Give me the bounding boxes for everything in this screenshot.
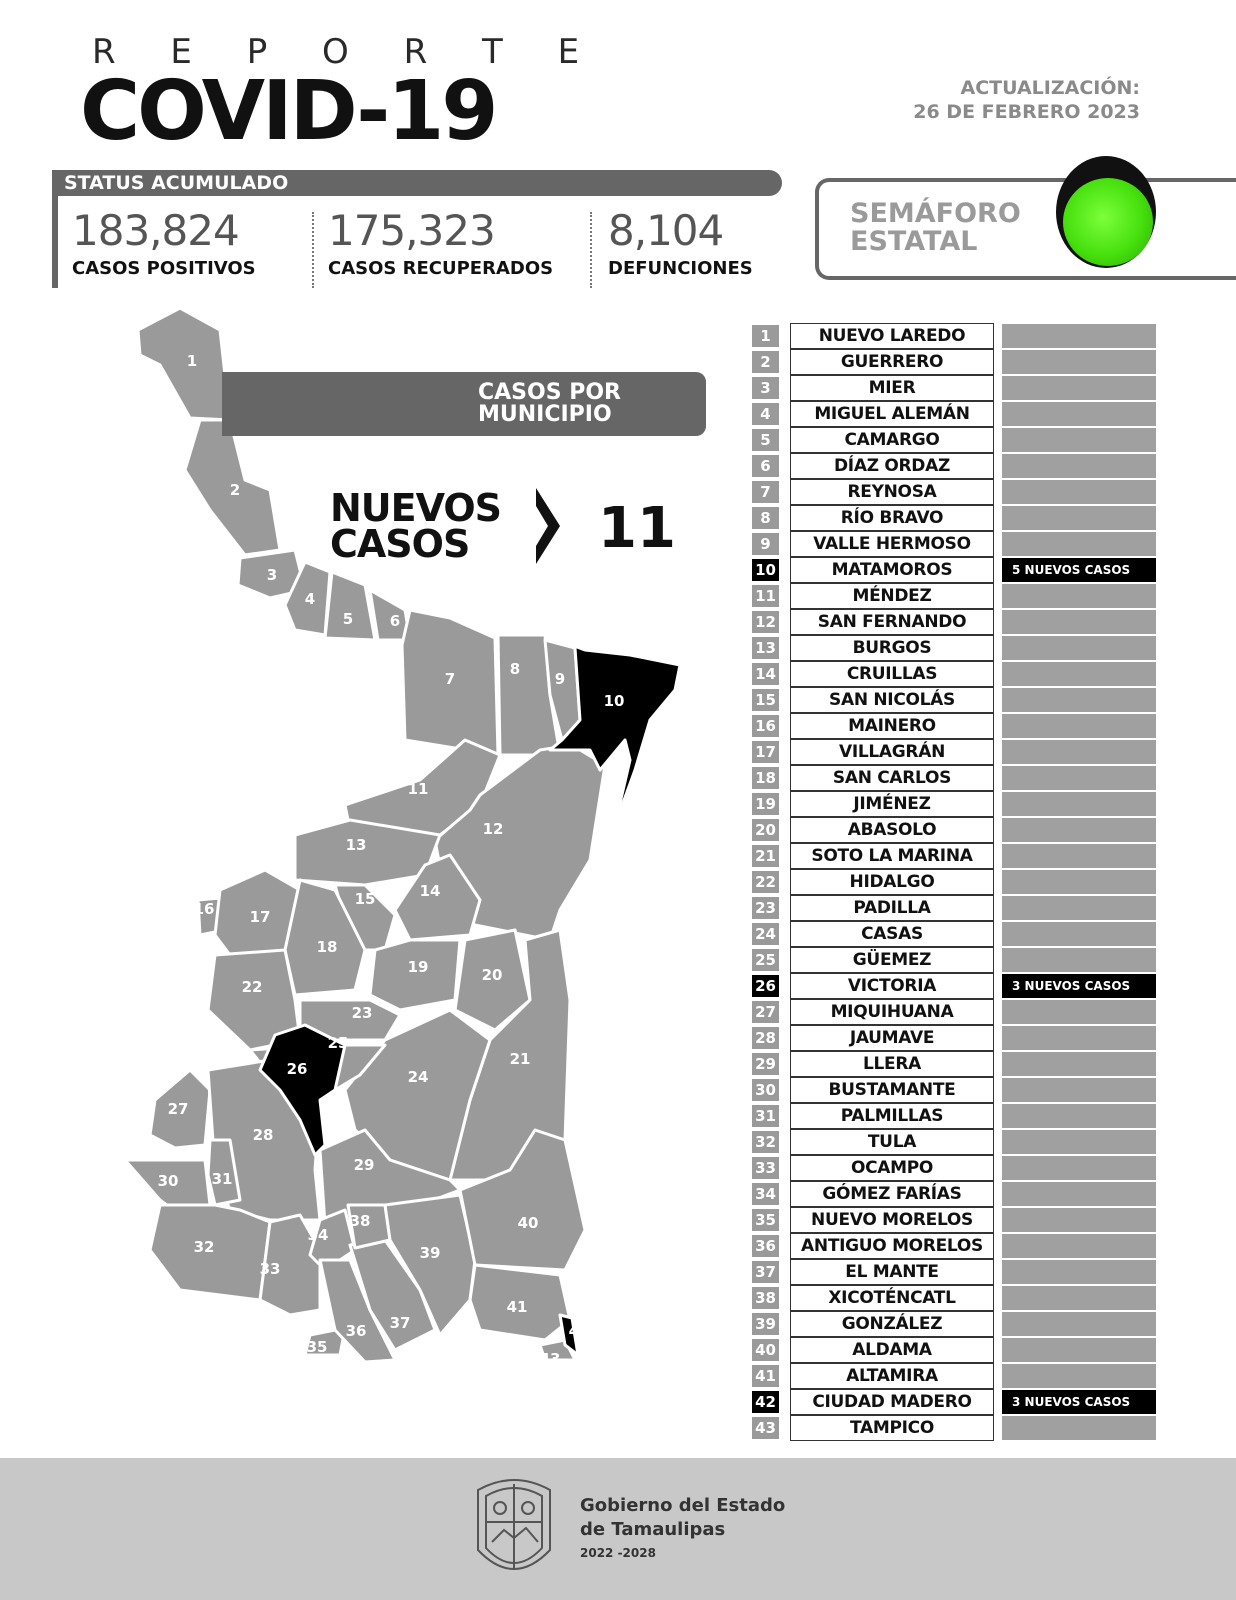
svg-text:11: 11 <box>407 780 429 798</box>
list-item <box>752 1103 1152 1129</box>
svg-text:21: 21 <box>509 1050 531 1068</box>
list-item <box>752 1155 1152 1181</box>
municipio-cases-bar <box>1002 896 1156 920</box>
municipio-cases-bar <box>1002 610 1156 634</box>
svg-text:32: 32 <box>193 1238 215 1256</box>
municipio-number: 20 <box>752 819 779 841</box>
municipio-number: 26 <box>752 975 779 997</box>
municipio-number: 42 <box>752 1391 779 1413</box>
municipio-cases-bar <box>1002 1130 1156 1154</box>
casos-por-municipio-label <box>478 382 621 426</box>
municipio-cases-bar <box>1002 1260 1156 1284</box>
municipio-name: BURGOS <box>790 635 994 661</box>
municipio-cases-bar <box>1002 350 1156 374</box>
municipio-number: 4 <box>752 403 779 425</box>
list-item <box>752 1207 1152 1233</box>
municipio-name: RÍO BRAVO <box>790 505 994 531</box>
report-subtitle: R E P O R T E <box>92 32 602 72</box>
list-item <box>752 1311 1152 1337</box>
svg-text:40: 40 <box>517 1214 539 1232</box>
list-item <box>752 1285 1152 1311</box>
municipio-cases-bar <box>1002 948 1156 972</box>
municipio-number: 21 <box>752 845 779 867</box>
update-info <box>913 76 1140 124</box>
svg-text:12: 12 <box>482 820 504 838</box>
municipio-name: REYNOSA <box>790 479 994 505</box>
municipio-cases-bar <box>1002 714 1156 738</box>
list-item <box>752 479 1152 505</box>
municipio-name: PADILLA <box>790 895 994 921</box>
list-item <box>752 921 1152 947</box>
stat-positive <box>72 208 256 279</box>
list-item <box>752 1415 1152 1441</box>
svg-text:34: 34 <box>307 1226 329 1244</box>
municipio-name: SAN NICOLÁS <box>790 687 994 713</box>
list-item <box>752 635 1152 661</box>
svg-text:1: 1 <box>186 352 198 370</box>
list-item <box>752 895 1152 921</box>
municipio-cases-bar: 3 NUEVOS CASOS <box>1002 1390 1156 1414</box>
municipio-name: SAN FERNANDO <box>790 609 994 635</box>
list-item <box>752 401 1152 427</box>
municipio-number: 3 <box>752 377 779 399</box>
list-item <box>752 1051 1152 1077</box>
semaforo-line1: SEMÁFORO <box>850 198 1021 229</box>
municipio-cases-bar <box>1002 532 1156 556</box>
municipio-name: HIDALGO <box>790 869 994 895</box>
municipio-cases-bar <box>1002 428 1156 452</box>
municipio-name: GÜEMEZ <box>790 947 994 973</box>
stat-recovered-label: CASOS RECUPERADOS <box>328 258 554 279</box>
svg-text:37: 37 <box>389 1314 411 1332</box>
nuevos-line2: CASOS <box>330 522 470 566</box>
municipio-number: 36 <box>752 1235 779 1257</box>
list-item <box>752 1233 1152 1259</box>
municipio-name: VICTORIA <box>790 973 994 999</box>
municipio-number: 17 <box>752 741 779 763</box>
stat-separator <box>590 212 592 288</box>
state-seal-icon <box>468 1470 560 1588</box>
municipio-cases-bar <box>1002 662 1156 686</box>
municipio-name: SAN CARLOS <box>790 765 994 791</box>
svg-text:27: 27 <box>167 1100 189 1118</box>
municipio-name: NUEVO MORELOS <box>790 1207 994 1233</box>
municipio-cases-bar <box>1002 1338 1156 1362</box>
municipio-name: LLERA <box>790 1051 994 1077</box>
municipio-cases-bar <box>1002 1286 1156 1310</box>
municipio-cases-bar <box>1002 402 1156 426</box>
municipio-number: 23 <box>752 897 779 919</box>
municipio-cases-bar <box>1002 1364 1156 1388</box>
municipio-number: 33 <box>752 1157 779 1179</box>
list-item <box>752 869 1152 895</box>
municipio-number: 32 <box>752 1131 779 1153</box>
list-item <box>752 453 1152 479</box>
municipio-cases-bar <box>1002 1052 1156 1076</box>
list-item <box>752 1025 1152 1051</box>
municipio-name: SOTO LA MARINA <box>790 843 994 869</box>
list-item <box>752 843 1152 869</box>
municipio-number: 8 <box>752 507 779 529</box>
list-item <box>752 1389 1152 1415</box>
municipio-name: ANTIGUO MORELOS <box>790 1233 994 1259</box>
municipio-name: CIUDAD MADERO <box>790 1389 994 1415</box>
svg-text:18: 18 <box>316 938 338 956</box>
municipio-name: JAUMAVE <box>790 1025 994 1051</box>
list-item <box>752 583 1152 609</box>
municipio-cases-bar <box>1002 792 1156 816</box>
svg-text:22: 22 <box>241 978 263 996</box>
municipio-number: 24 <box>752 923 779 945</box>
municipio-cases-bar <box>1002 1026 1156 1050</box>
update-label: ACTUALIZACIÓN: <box>960 77 1140 99</box>
municipio-cases-bar <box>1002 922 1156 946</box>
municipio-name: MAINERO <box>790 713 994 739</box>
municipio-number: 6 <box>752 455 779 477</box>
municipio-cases-bar <box>1002 766 1156 790</box>
svg-text:2: 2 <box>229 481 241 499</box>
list-item <box>752 557 1152 583</box>
municipio-name: VALLE HERMOSO <box>790 531 994 557</box>
svg-text:7: 7 <box>444 670 456 688</box>
svg-text:33: 33 <box>259 1260 281 1278</box>
municipio-number: 12 <box>752 611 779 633</box>
municipio-name: MIER <box>790 375 994 401</box>
municipio-number: 41 <box>752 1365 779 1387</box>
municipio-name: MIGUEL ALEMÁN <box>790 401 994 427</box>
stat-positive-label: CASOS POSITIVOS <box>72 258 256 279</box>
list-item <box>752 531 1152 557</box>
municipio-number: 28 <box>752 1027 779 1049</box>
svg-text:30: 30 <box>157 1172 179 1190</box>
svg-text:25: 25 <box>327 1034 349 1052</box>
list-item <box>752 609 1152 635</box>
svg-text:26: 26 <box>286 1060 308 1078</box>
municipio-cases-bar <box>1002 1208 1156 1232</box>
nuevos-line1: NUEVOS <box>330 486 502 530</box>
municipio-cases-bar <box>1002 1078 1156 1102</box>
gov-line1: Gobierno del Estado <box>580 1495 786 1516</box>
svg-text:8: 8 <box>509 660 521 678</box>
svg-text:14: 14 <box>419 882 441 900</box>
svg-text:17: 17 <box>249 908 271 926</box>
gov-period: 2022 -2028 <box>580 1546 656 1560</box>
municipio-number: 34 <box>752 1183 779 1205</box>
municipio-cases-bar <box>1002 1000 1156 1024</box>
municipio-cases-bar <box>1002 454 1156 478</box>
list-item <box>752 1363 1152 1389</box>
svg-text:4: 4 <box>304 590 316 608</box>
municipio-name: XICOTÉNCATL <box>790 1285 994 1311</box>
svg-text:39: 39 <box>419 1244 441 1262</box>
list-item <box>752 1181 1152 1207</box>
municipio-name: MATAMOROS <box>790 557 994 583</box>
svg-text:38: 38 <box>349 1212 371 1230</box>
municipio-cases-bar: 5 NUEVOS CASOS <box>1002 558 1156 582</box>
municipio-name: OCAMPO <box>790 1155 994 1181</box>
municipio-number: 14 <box>752 663 779 685</box>
list-item <box>752 323 1152 349</box>
municipio-number: 13 <box>752 637 779 659</box>
list-item <box>752 791 1152 817</box>
svg-text:43: 43 <box>539 1350 561 1368</box>
municipio-number: 22 <box>752 871 779 893</box>
list-item <box>752 375 1152 401</box>
municipio-name: CAMARGO <box>790 427 994 453</box>
svg-text:16: 16 <box>193 900 215 918</box>
gov-line2: de Tamaulipas <box>580 1519 726 1540</box>
list-item <box>752 427 1152 453</box>
svg-text:3: 3 <box>266 566 278 584</box>
municipio-number: 2 <box>752 351 779 373</box>
report-title: COVID-19 <box>80 64 496 159</box>
municipio-number: 37 <box>752 1261 779 1283</box>
municipio-name: DÍAZ ORDAZ <box>790 453 994 479</box>
svg-text:28: 28 <box>252 1126 274 1144</box>
casos-line1: CASOS POR <box>478 380 621 405</box>
municipio-cases-bar <box>1002 1234 1156 1258</box>
list-item <box>752 661 1152 687</box>
list-item <box>752 947 1152 973</box>
municipio-number: 25 <box>752 949 779 971</box>
stat-deaths <box>608 208 753 279</box>
municipio-name: PALMILLAS <box>790 1103 994 1129</box>
municipio-number: 9 <box>752 533 779 555</box>
municipio-cases-bar <box>1002 1416 1156 1440</box>
municipio-cases-bar <box>1002 324 1156 348</box>
stat-recovered-value: 175,323 <box>328 206 495 255</box>
semaforo-line2: ESTATAL <box>850 226 978 257</box>
municipio-cases-bar <box>1002 584 1156 608</box>
municipio-number: 5 <box>752 429 779 451</box>
municipio-name: MÉNDEZ <box>790 583 994 609</box>
municipio-number: 30 <box>752 1079 779 1101</box>
chevron-right-icon <box>534 486 564 566</box>
list-item <box>752 973 1152 999</box>
municipio-number: 11 <box>752 585 779 607</box>
list-item <box>752 505 1152 531</box>
municipio-name: EL MANTE <box>790 1259 994 1285</box>
svg-text:35: 35 <box>306 1338 328 1356</box>
municipio-name: VILLAGRÁN <box>790 739 994 765</box>
list-item <box>752 739 1152 765</box>
stat-separator <box>312 212 314 288</box>
municipio-name: GÓMEZ FARÍAS <box>790 1181 994 1207</box>
list-item <box>752 765 1152 791</box>
municipio-name: MIQUIHUANA <box>790 999 994 1025</box>
svg-text:19: 19 <box>407 958 429 976</box>
list-item <box>752 999 1152 1025</box>
svg-text:9: 9 <box>554 670 566 688</box>
svg-text:29: 29 <box>353 1156 375 1174</box>
status-label: STATUS ACUMULADO <box>64 172 289 194</box>
municipio-number: 19 <box>752 793 779 815</box>
svg-text:5: 5 <box>342 610 354 628</box>
svg-text:24: 24 <box>407 1068 429 1086</box>
municipio-number: 38 <box>752 1287 779 1309</box>
municipio-number: 39 <box>752 1313 779 1335</box>
municipio-name: TAMPICO <box>790 1415 994 1441</box>
municipio-cases-bar <box>1002 1104 1156 1128</box>
tamaulipas-map <box>120 300 720 1410</box>
municipio-cases-bar <box>1002 636 1156 660</box>
svg-text:10: 10 <box>603 692 625 710</box>
municipio-name: BUSTAMANTE <box>790 1077 994 1103</box>
stat-recovered <box>328 208 553 279</box>
svg-text:41: 41 <box>506 1298 528 1316</box>
municipio-cases-bar <box>1002 1182 1156 1206</box>
municipio-number: 18 <box>752 767 779 789</box>
svg-text:6: 6 <box>389 612 401 630</box>
municipio-name: GONZÁLEZ <box>790 1311 994 1337</box>
semaforo-label <box>850 200 1021 256</box>
municipio-name: GUERRERO <box>790 349 994 375</box>
municipios-list <box>752 323 1152 1441</box>
municipio-cases-bar <box>1002 376 1156 400</box>
svg-text:15: 15 <box>354 890 376 908</box>
stat-positive-value: 183,824 <box>72 206 239 255</box>
municipio-number: 16 <box>752 715 779 737</box>
list-item <box>752 1077 1152 1103</box>
stat-deaths-value: 8,104 <box>608 206 724 255</box>
municipio-number: 7 <box>752 481 779 503</box>
municipio-name: JIMÉNEZ <box>790 791 994 817</box>
municipio-cases-bar <box>1002 870 1156 894</box>
municipio-cases-bar <box>1002 844 1156 868</box>
nuevos-casos-total: 11 <box>598 496 676 561</box>
gov-name <box>580 1494 785 1542</box>
svg-text:31: 31 <box>211 1170 233 1188</box>
municipio-cases-bar <box>1002 740 1156 764</box>
municipio-number: 29 <box>752 1053 779 1075</box>
list-item <box>752 687 1152 713</box>
list-item <box>752 817 1152 843</box>
municipio-name: CASAS <box>790 921 994 947</box>
municipio-name: ALDAMA <box>790 1337 994 1363</box>
municipio-cases-bar <box>1002 506 1156 530</box>
municipio-number: 40 <box>752 1339 779 1361</box>
municipio-cases-bar <box>1002 1156 1156 1180</box>
municipio-number: 15 <box>752 689 779 711</box>
municipio-name: CRUILLAS <box>790 661 994 687</box>
municipio-cases-bar <box>1002 1312 1156 1336</box>
municipio-cases-bar <box>1002 480 1156 504</box>
municipio-cases-bar <box>1002 818 1156 842</box>
municipio-number: 35 <box>752 1209 779 1231</box>
svg-text:42: 42 <box>568 1322 590 1340</box>
municipio-number: 31 <box>752 1105 779 1127</box>
casos-por-municipio-bar <box>222 372 706 436</box>
svg-text:36: 36 <box>345 1322 367 1340</box>
svg-text:13: 13 <box>345 836 367 854</box>
municipio-cases-bar: 3 NUEVOS CASOS <box>1002 974 1156 998</box>
municipio-number: 43 <box>752 1417 779 1439</box>
municipio-number: 27 <box>752 1001 779 1023</box>
municipio-name: ABASOLO <box>790 817 994 843</box>
municipio-cases-bar <box>1002 688 1156 712</box>
municipio-number: 10 <box>752 559 779 581</box>
municipio-number: 1 <box>752 325 779 347</box>
municipio-name: TULA <box>790 1129 994 1155</box>
list-item <box>752 1337 1152 1363</box>
nuevos-casos-label <box>330 486 502 566</box>
update-date: 26 DE FEBRERO 2023 <box>913 101 1140 123</box>
traffic-light-green-icon <box>1063 178 1153 266</box>
status-divider <box>52 196 58 288</box>
svg-text:23: 23 <box>351 1004 373 1022</box>
municipio-name: NUEVO LAREDO <box>790 323 994 349</box>
municipio-name: ALTAMIRA <box>790 1363 994 1389</box>
list-item <box>752 349 1152 375</box>
svg-text:20: 20 <box>481 966 503 984</box>
list-item <box>752 713 1152 739</box>
list-item <box>752 1259 1152 1285</box>
list-item <box>752 1129 1152 1155</box>
stat-deaths-label: DEFUNCIONES <box>608 258 753 279</box>
casos-line2: MUNICIPIO <box>478 402 612 427</box>
